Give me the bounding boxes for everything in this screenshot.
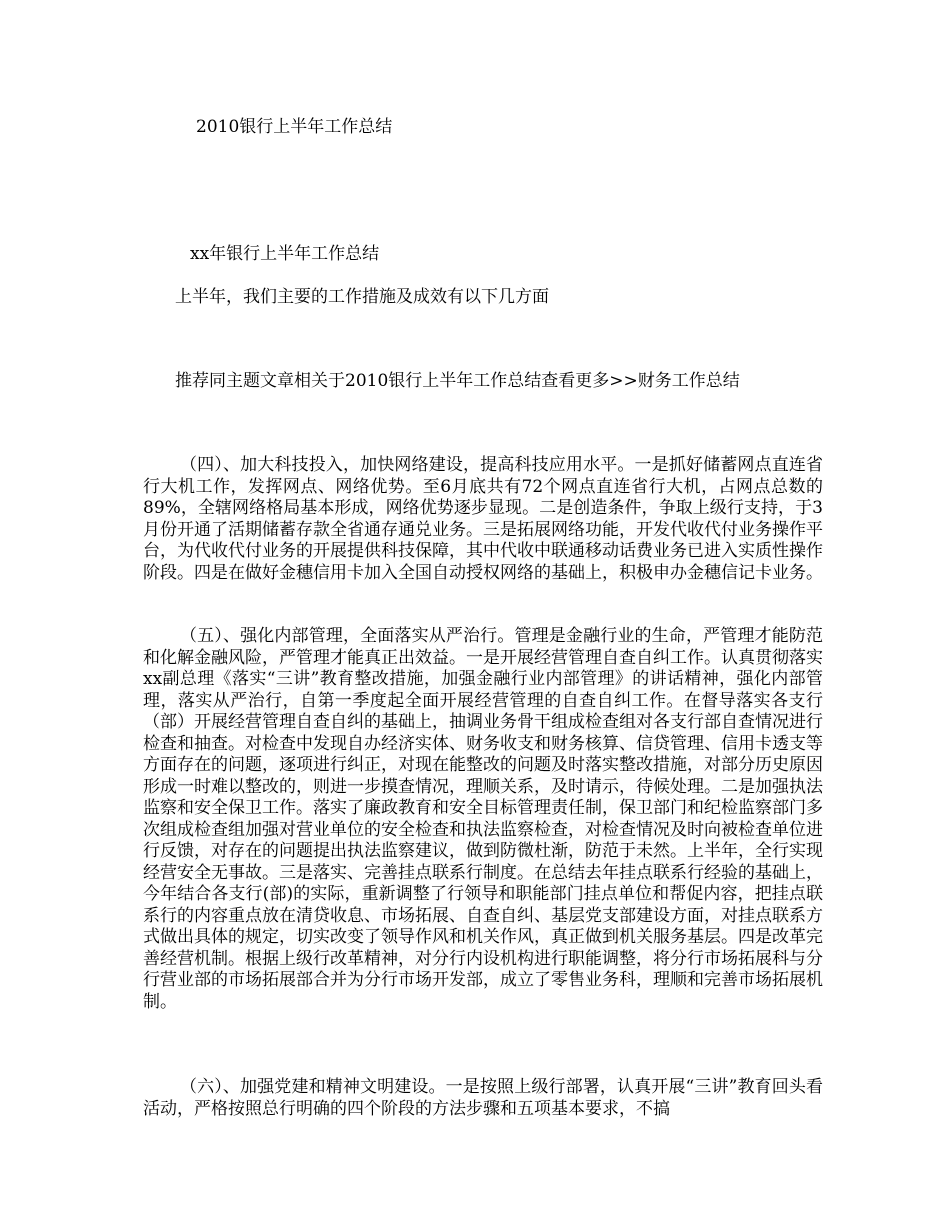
paragraph-section-4: （四）、加大科技投入，加快网络建设，提高科技应用水平。一是抓好储蓄网点直连省行大机工作，发挥网点、网络优势。至6月底共有72个网点直连省行大机，占网点总数的89%，全辖网络格局基本形成，网络优势逐步显现。二是创造条件，争取上级行支持，于3月份开通了活期储蓄存款全省通存通兑业务。三是拓展网络功能，开发代收代付业务操作平台，为代收代付业务的开展提供科技保障，其中代收中联通移动话费业务已进入实质性操作阶段。四是在做好金穗信用卡加入全国自动授权网络的基础上，积极申办金穗信记卡业务。 [143,455,823,583]
recommend-link[interactable]: 推荐同主题文章相关于2010银行上半年工作总结查看更多>>财务工作总结 [175,371,740,391]
document-subtitle: xx年银行上半年工作总结 [190,244,380,264]
paragraph-section-5: （五）、强化内部管理，全面落实从严治行。管理是金融行业的生命，严管理才能防范和化解金融风险，严管理才能真正出效益。一是开展经营管理自查自纠工作。认真贯彻落实xx副总理《落实“三讲”教育整改措施，加强金融行业内部管理》的讲话精神，强化内部管理，落实从严治行，自第一季度起全面开展经营管理的自查自纠工作。在督导落实各支行（部）开展经营管理自查自纠的基础上，抽调业务骨干组成检查组对各支行部自查情况进行检查和抽查。对检查中发现自办经济实体、财务收支和财务核算、信贷管理、信用卡透支等方面存在的问题，逐项进行纠正，对现在能整改的问题及时落实整改措施，对部分历史原因形成一时难以整改的，则进一步摸查情况，理顺关系，及时请示，待候处理。二是加强执法监察和安全保卫工作。落实了廉政教育和安全目标管理责任制，保卫部门和纪检监察部门多次组成检查组加强对营业单位的安全检查和执法监察检查，对检查情况及时向被检查单位进行反馈，对存在的问题提出执法监察建议，做到防微杜渐，防范于未然。上半年，全行实现经营安全无事故。三是落实、完善挂点联系行制度。在总结去年挂点联系行经验的基础上，今年结合各支行(部)的实际，重新调整了行领导和职能部门挂点单位和帮促内容，把挂点联系行的内容重点放在清贷收息、市场拓展、自查自纠、基层党支部建设方面，对挂点联系方式做出具体的规定，切实改变了领导作风和机关作风，真正做到机关服务基层。四是改革完善经营机制。根据上级行改革精神，对分行内设机构进行职能调整，将分行市场拓展科与分行营业部的市场拓展部合并为分行市场开发部，成立了零售业务科，理顺和完善市场拓展机制。 [143,626,823,1012]
document-title: 2010银行上半年工作总结 [196,117,393,137]
intro-text: 上半年，我们主要的工作措施及成效有以下几方面 [175,287,549,307]
paragraph-section-6: （六）、加强党建和精神文明建设。一是按照上级行部署，认真开展“三讲”教育回头看活动，严格按照总行明确的四个阶段的方法步骤和五项基本要求，不搞 [143,1077,823,1119]
